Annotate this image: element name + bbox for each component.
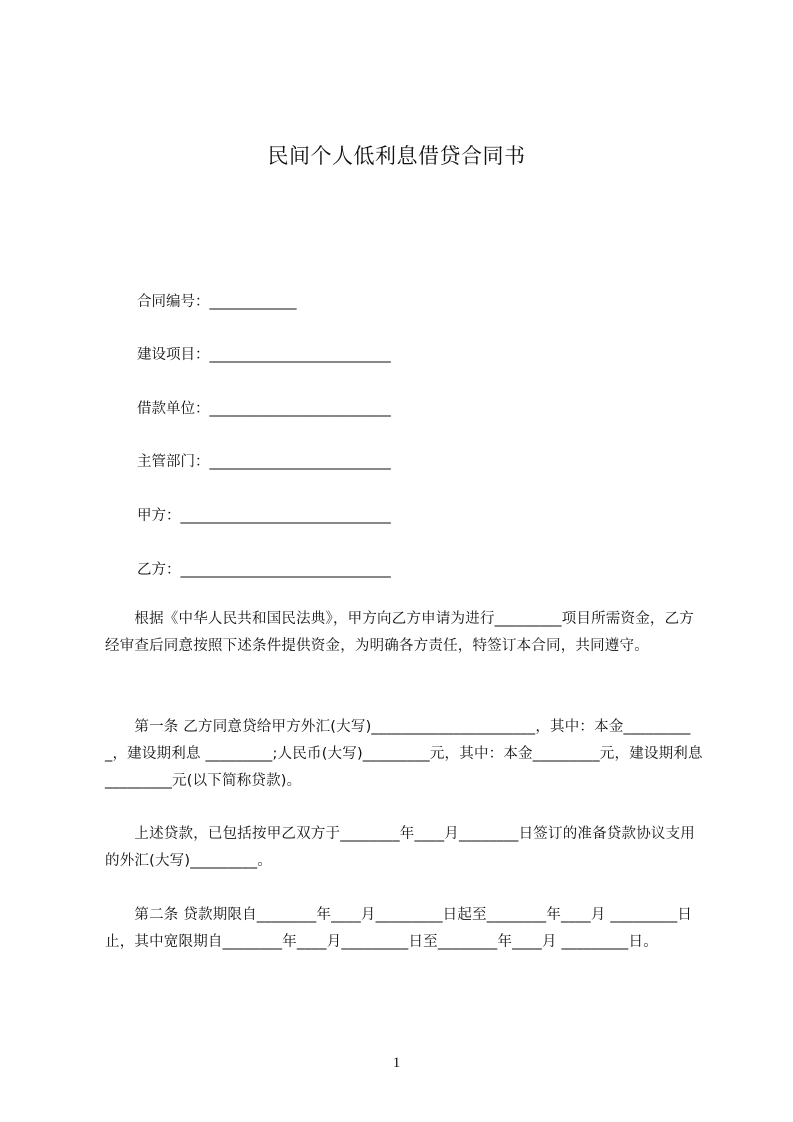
borrower-unit-field <box>137 399 391 419</box>
party-b-label: 乙方： <box>137 562 181 578</box>
party-b-field <box>137 560 391 580</box>
supervising-department-blank: _________________________ <box>209 454 391 470</box>
preamble-paragraph: 根据《中华人民共和国民法典》，甲方向乙方申请为进行_________项目所需资金，乙方经审查后同意按照下述条件提供资金，为明确各方责任，特签订本合同，共同遵守。 <box>105 611 694 654</box>
supervising-department-label: 主管部门： <box>137 454 210 470</box>
party-a-label: 甲方： <box>137 508 181 524</box>
contract-number-label: 合同编号： <box>137 294 210 310</box>
contract-number-blank: ____________ <box>209 294 297 310</box>
document-title: 民间个人低利息借贷合同书 <box>267 144 526 168</box>
loan-note-paragraph: 上述贷款，已包括按甲乙双方于________年____月________日签订的准备贷款协议支用的外汇(大写)_________。 <box>105 826 695 869</box>
party-a-blank: _____________________________ <box>180 508 391 524</box>
borrower-unit-label: 借款单位： <box>137 401 210 417</box>
contract-number-field <box>137 292 297 312</box>
party-a-field <box>137 506 391 526</box>
project-field <box>137 345 391 365</box>
supervising-department-field <box>137 452 391 472</box>
article-two-paragraph: 第二条 贷款期限自________年____月_________日起至________年____月 _________日止，其中宽限期自________年____月_________日至________年____月 _________日。 <box>105 907 693 950</box>
project-label: 建设项目： <box>137 347 210 363</box>
borrower-unit-blank: _________________________ <box>209 401 391 417</box>
project-blank: _________________________ <box>209 347 391 363</box>
party-b-blank: _____________________________ <box>180 562 391 578</box>
page-number: 1 <box>392 1055 401 1071</box>
article-one-paragraph: 第一条 乙方同意贷给甲方外汇(大写)______________________，其中：本金__________，建设期利息 _________;人民币(大写)_________元，其中：本金_________元，建设期利息_________元(以下简称贷款)。 <box>105 719 703 789</box>
